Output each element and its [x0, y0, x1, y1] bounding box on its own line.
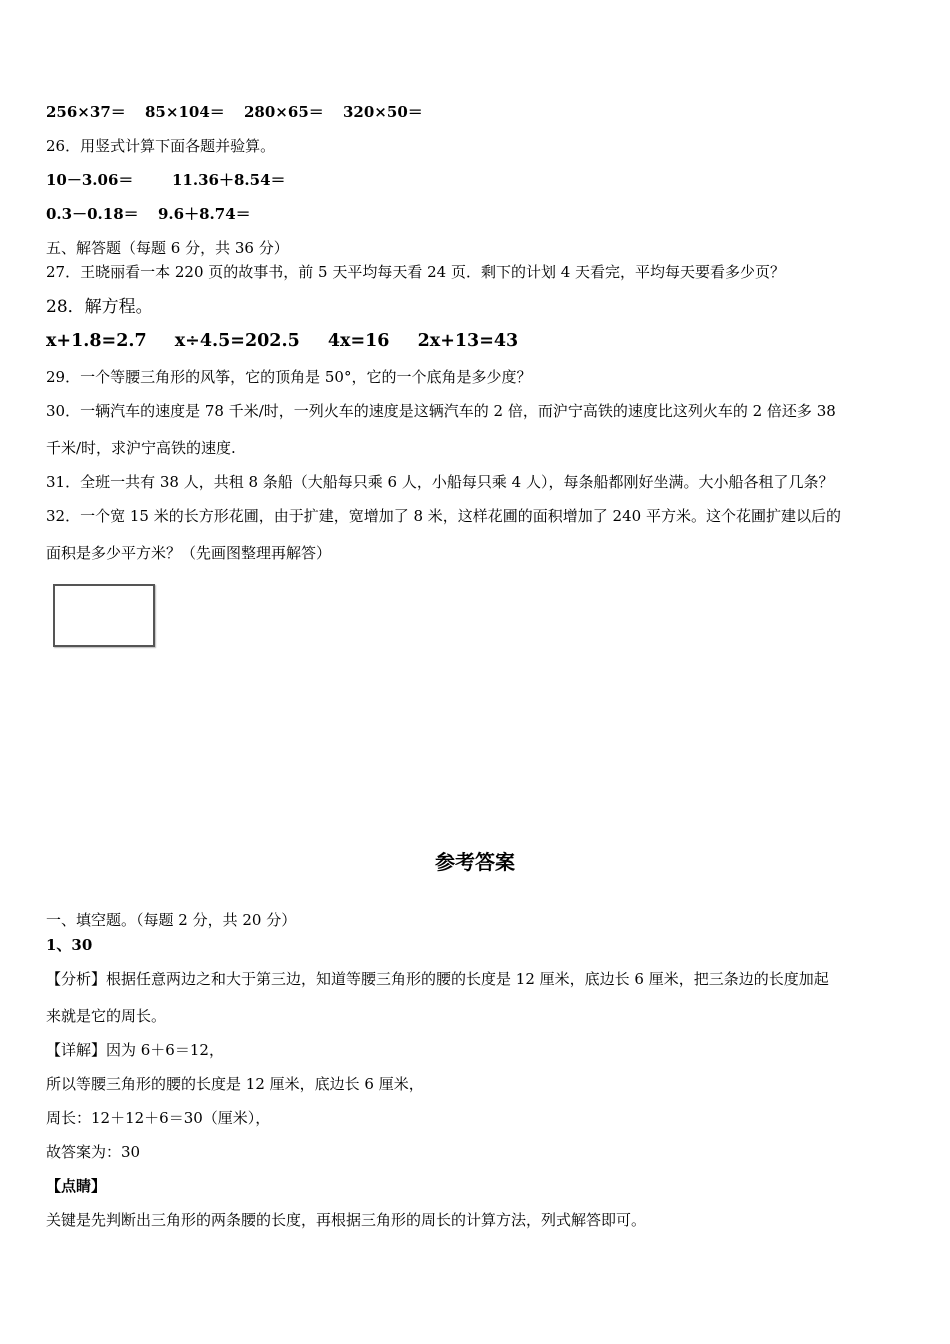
- detail-line-3: 周长：12＋12＋6＝30（厘米），: [46, 1109, 271, 1127]
- calc-item: 9.6＋8.74＝: [158, 205, 251, 223]
- question-28: 28．解方程。: [46, 297, 153, 317]
- detail-line-2: 所以等腰三角形的腰的长度是 12 厘米，底边长 6 厘米，: [46, 1075, 424, 1093]
- answer-1: 1、30: [46, 936, 93, 954]
- calc-item: 320×50＝: [343, 103, 423, 121]
- analysis-line-2: 来就是它的周长。: [46, 1007, 167, 1025]
- calc-item: 256×37＝: [46, 103, 126, 121]
- analysis-line-1: 【分析】根据任意两边之和大于第三边，知道等腰三角形的腰的长度是 12 厘米，底边长 6 厘米，把三条边的长度加起: [46, 970, 829, 988]
- detail-line-4: 故答案为：30: [46, 1143, 141, 1161]
- calc-item: 11.36＋8.54＝: [172, 171, 286, 189]
- equation: 4x=16: [327, 331, 390, 351]
- calc-item: 280×65＝: [244, 103, 324, 121]
- question-32-line-1: 32．一个宽 15 米的长方形花圃，由于扩建，宽增加了 8 米，这样花圃的面积增加了 240 平方米。这个花圃扩建以后的: [46, 507, 841, 525]
- calc-item: 10－3.06＝: [46, 171, 134, 189]
- calc-row-1: [46, 102, 437, 122]
- comment-text: 关键是先判断出三角形的两条腰的长度，再根据三角形的周长的计算方法，列式解答即可。: [46, 1211, 647, 1229]
- question-27: 27．王晓丽看一本 220 页的故事书，前 5 天平均每天看 24 页．剩下的计划 4 天看完，平均每天要看多少页？: [46, 263, 786, 281]
- calc-item: 85×104＝: [145, 103, 225, 121]
- equation: 2x+13=43: [417, 331, 519, 351]
- question-32-line-2: 面积是多少平方米？（先画图整理再解答）: [46, 544, 332, 562]
- question-30-line-1: 30．一辆汽车的速度是 78 千米/时，一列火车的速度是这辆汽车的 2 倍，而沪宁高铁的速度比这列火车的 2 倍还多 38: [46, 402, 836, 420]
- section-5-heading: 五、解答题（每题 6 分，共 36 分）: [46, 239, 289, 257]
- answer-title: 参考答案: [435, 850, 515, 874]
- equation: x+1.8=2.7: [46, 331, 147, 351]
- question-30-line-2: 千米/时，求沪宁高铁的速度.: [46, 439, 236, 457]
- section-1-heading: 一、填空题。（每题 2 分，共 20 分）: [46, 911, 297, 929]
- q26-row-1: [46, 170, 286, 190]
- detail-line-1: 【详解】因为 6＋6＝12，: [46, 1041, 224, 1059]
- question-26: 26．用竖式计算下面各题并验算。: [46, 137, 276, 155]
- question-29: 29．一个等腰三角形的风筝，它的顶角是 50°，它的一个底角是多少度？: [46, 368, 532, 386]
- equation: x÷4.5=202.5: [174, 331, 300, 351]
- calc-item: 0.3－0.18＝: [46, 205, 139, 223]
- comment-label: 【点睛】: [46, 1177, 107, 1195]
- q26-row-2: [46, 204, 251, 224]
- drawing-rectangle: [53, 584, 155, 647]
- q28-equations: [46, 331, 540, 351]
- question-31: 31．全班一共有 38 人，共租 8 条船（大船每只乘 6 人，小船每只乘 4 人），每条船都刚好坐满。大小船各租了几条？: [46, 473, 834, 491]
